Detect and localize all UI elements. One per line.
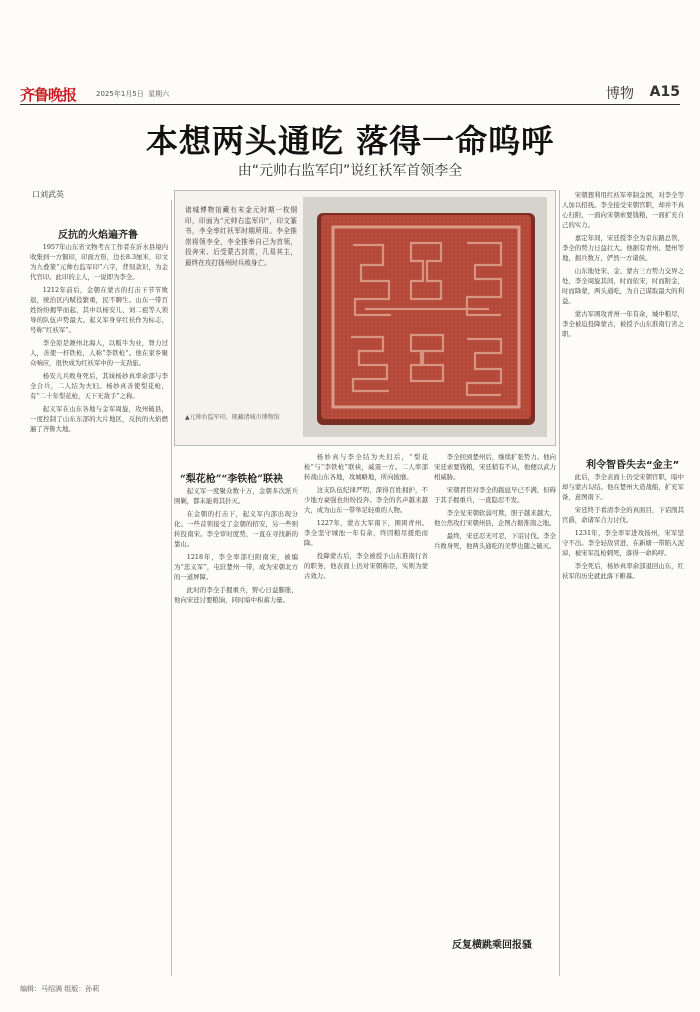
- paragraph: 1218年，李全率部归附南宋，被编为“忠义军”，屯驻楚州一带，成为宋朝北方的一道屏障。: [174, 553, 298, 581]
- paragraph: 在金朝的打击下，起义军内部出现分化。一些首领接受了金朝的招安，另一些则转投南宋。李全审时度势，一直在寻找新的靠山。: [174, 510, 298, 548]
- column-1-body: [30, 242, 168, 978]
- section-name: 博物: [606, 86, 634, 102]
- paragraph: 这支队伍纪律严明，深得百姓拥护，不少地方豪强也纷纷投奔。李全的名声越来越大，成为山东一带举足轻重的人物。: [304, 486, 428, 514]
- paragraph: 李全见宋朝软弱可欺，胆子越来越大，他公然攻打宋朝州县，企图占据淮南之地。: [434, 509, 556, 527]
- bottom-section-title: 反复横跳乘回报骚: [452, 940, 532, 951]
- mid-section-title: “梨花枪”“李铁枪”联袂: [180, 474, 284, 485]
- paragraph: 嘉定年间，宋廷授李全为京东路总管，李全的势力日益壮大。他据有青州、楚州等地，拥兵数万，俨然一方诸侯。: [562, 234, 684, 262]
- page-number: A15: [649, 84, 680, 100]
- paragraph: 宋朝君臣对李全的跋扈早已不满，但碍于其手握重兵，一直隐忍不发。: [434, 486, 556, 504]
- paragraph: 李全原是潍州北海人，以贩牛为业，膂力过人，善使一杆铁枪，人称“李铁枪”。他在家乡聚众响应，很快成为红袄军中的一支劲旅。: [30, 339, 168, 367]
- issue-date: 2025年1月5日 星期六: [96, 90, 170, 98]
- paragraph: 起义军一度聚众数十万，金朝多次派兵围剿，都未能将其扑灭。: [174, 487, 298, 505]
- column-divider: [559, 190, 560, 976]
- paragraph: 李全回到楚州后，继续扩张势力。他向宋廷索要钱粮，宋廷稍有不从，他便以武力相威胁。: [434, 453, 556, 481]
- feature-box: [174, 190, 556, 446]
- paragraph: 1231年，李全率军进攻扬州，宋军坚守不出。李全轻敌冒进，在新塘一带陷入泥淖，被宋军乱枪刺死，落得一命呜呼。: [562, 529, 684, 557]
- paragraph: 李全死后，杨妙真率余部退回山东，红袄军的历史就此落下帷幕。: [562, 562, 684, 580]
- paragraph: 起义军在山东各地与金军周旋，攻州破县，一度控制了山东东部的大片地区，反抗的火焰燃遍了齐鲁大地。: [30, 405, 168, 433]
- column-4-body: [434, 452, 556, 926]
- column-divider: [171, 200, 172, 976]
- paragraph: 1212年前后，金朝在蒙古的打击下节节败退，统治区内赋役繁重，民不聊生。山东一带百姓纷纷揭竿而起，其中以杨安儿、刘二祖等人领导的队伍声势最大。起义军身穿红袄作为标志，号称“红袄军”。: [30, 286, 168, 334]
- paragraph: 此时的李全手握重兵，野心日益膨胀，他向宋廷讨要粮饷，同时暗中积蓄力量。: [174, 586, 298, 604]
- paragraph: 杨妙真与李全结为夫妇后，“梨花枪”与“李铁枪”联袂，威震一方。二人率部转战山东各地，攻城略地，所向披靡。: [304, 453, 428, 481]
- column-3-body: [304, 452, 428, 978]
- paragraph: 杨安儿兵败身死后，其妹杨妙真率余部与李全合兵，二人结为夫妇。杨妙真善使梨花枪，有“二十年梨花枪，天下无敌手”之称。: [30, 372, 168, 400]
- paragraph: 1957年山东省文物考古工作者在沂水县境内收集到一方铜印，印面方形，边长8.3厘米，印文为九叠篆“元帅右监军印”六字，背刻款识，为金代官印。此印的主人，一说即为李全。: [30, 243, 168, 281]
- paragraph: 蒙古军围攻青州一年有余，城中粮尽，李全被迫投降蒙古，被授予山东淮南行省之职。: [562, 310, 684, 338]
- page-footer: 编辑：马绍满 组版：孙莉: [20, 985, 100, 993]
- paragraph: 宋廷终于看清李全的真面目，下诏削其官爵，命诸军合力讨伐。: [562, 506, 684, 524]
- column-5-body-top: [562, 190, 684, 446]
- paragraph: 1227年，蒙古大军南下，围困青州。李全坚守城池一年有余，终因粮尽援绝而降。: [304, 519, 428, 547]
- paragraph: 最终，宋廷忍无可忍，下诏讨伐。李全兵败身死，他两头通吃的美梦也随之破灭。: [434, 532, 556, 550]
- column-2-body: [174, 452, 298, 1012]
- headline: 本想两头通吃 落得一命呜呼: [145, 122, 555, 160]
- paragraph: 山东地处宋、金、蒙古三方势力交界之处，李全周旋其间，时而依宋，时而附金，时而降蒙，两头通吃，为自己谋取最大的利益。: [562, 267, 684, 305]
- newspaper-brand: 齐鲁晚报: [20, 86, 77, 104]
- masthead: [20, 82, 680, 105]
- seal-photo: [303, 197, 547, 437]
- paragraph: 投降蒙古后，李全被授予山东淮南行省的职务，他表面上仍对宋朝称臣，实则为蒙古效力。: [304, 552, 428, 580]
- subheadline: 由“元帅右监军印”说红袄军首领李全: [237, 163, 463, 179]
- byline: 口刘武英: [32, 190, 64, 199]
- paragraph: 此后，李全表面上仍受宋朝官职，暗中却与蒙古勾结。他在楚州大造战船，扩充军备，意图南下。: [562, 473, 684, 501]
- photo-caption: ▲元帅右监军印，现藏诸城市博物馆: [185, 414, 280, 421]
- seal-image: [303, 197, 547, 437]
- column-5-body-bottom: [562, 472, 684, 978]
- col5-subtitle: 利令智昏失去“金主”: [586, 460, 680, 471]
- feature-text: 诸城博物馆藏有末金元时期一枚铜印，印面为“元帅右监军印”，印文篆书，李全率红袄军时期所用。李全推崇将领李全，李全推举自己为首领，投奔宋、后受蒙古封赏，几易其主，最终在攻打扬州时兵败身亡。: [185, 206, 297, 267]
- col1-title: 反抗的火焰遍齐鲁: [58, 230, 138, 241]
- paragraph: 宋朝想利用红袄军牵制金国，对李全等人加以招抚。李全接受宋朝官职，却并不真心归附，一面向宋朝索要钱粮，一面扩充自己的实力。: [562, 191, 684, 229]
